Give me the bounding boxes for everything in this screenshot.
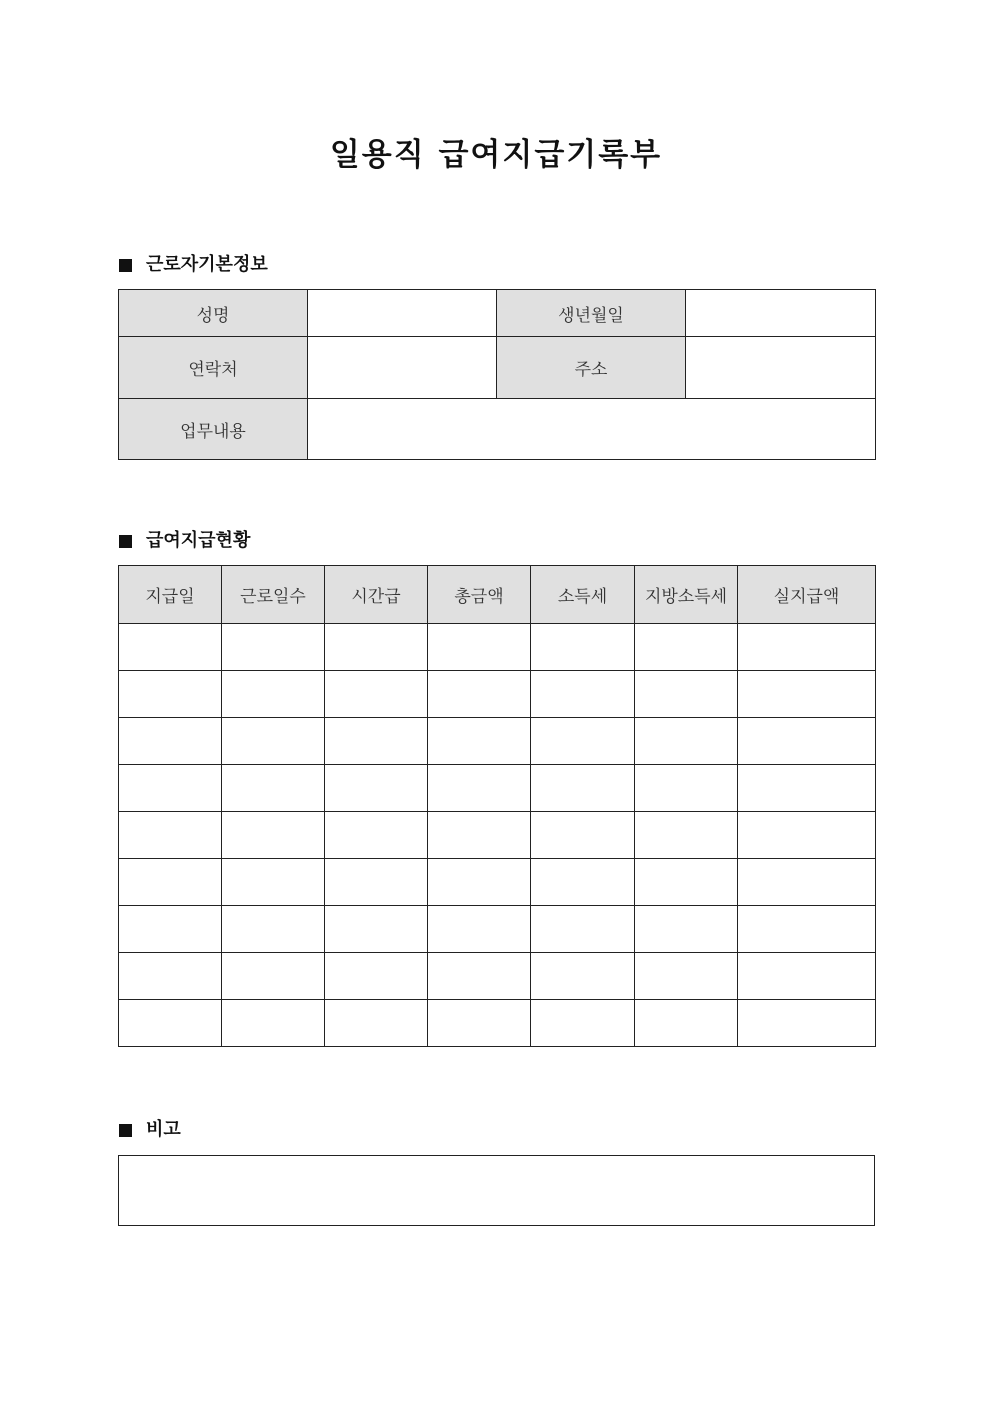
table-row [119,671,876,718]
hourly-wage-cell[interactable] [325,906,428,953]
hourly-wage-cell[interactable] [325,812,428,859]
basic-info-table [118,289,876,460]
payment-heading-text: 급여지급현황 [146,530,251,551]
table-row [119,1000,876,1047]
payment-date-cell[interactable] [119,718,222,765]
local-income-tax-cell[interactable] [635,624,738,671]
work-days-cell[interactable] [222,859,325,906]
local-income-tax-cell[interactable] [635,953,738,1000]
work-days-cell[interactable] [222,1000,325,1047]
basic-info-heading [119,253,268,277]
table-row [119,812,876,859]
column-header-work-days: 근로일수 [222,566,325,624]
column-header-net-pay: 실지급액 [738,566,876,624]
work-days-cell[interactable] [222,812,325,859]
income-tax-cell[interactable] [531,671,635,718]
net-pay-cell[interactable] [738,859,876,906]
payment-heading [119,529,250,553]
birthdate-label: 생년월일 [497,290,686,337]
payment-table-body [119,624,876,1047]
basic-info-row [119,290,876,337]
basic-info-heading-text: 근로자기본정보 [146,254,268,275]
net-pay-cell[interactable] [738,765,876,812]
net-pay-cell[interactable] [738,671,876,718]
net-pay-cell[interactable] [738,718,876,765]
income-tax-cell[interactable] [531,765,635,812]
name-field[interactable] [308,290,497,337]
job-description-label: 업무내용 [119,399,308,460]
hourly-wage-cell[interactable] [325,953,428,1000]
income-tax-cell[interactable] [531,624,635,671]
contact-field[interactable] [308,337,497,399]
income-tax-cell[interactable] [531,1000,635,1047]
net-pay-cell[interactable] [738,906,876,953]
net-pay-cell[interactable] [738,1000,876,1047]
total-amount-cell[interactable] [428,1000,531,1047]
remarks-field[interactable] [118,1155,875,1226]
total-amount-cell[interactable] [428,624,531,671]
total-amount-cell[interactable] [428,718,531,765]
net-pay-cell[interactable] [738,953,876,1000]
payment-date-cell[interactable] [119,906,222,953]
total-amount-cell[interactable] [428,906,531,953]
document-title: 일용직 급여지급기록부 [329,137,663,173]
table-row [119,718,876,765]
income-tax-cell[interactable] [531,953,635,1000]
local-income-tax-cell[interactable] [635,671,738,718]
table-row [119,624,876,671]
local-income-tax-cell[interactable] [635,1000,738,1047]
table-row [119,765,876,812]
work-days-cell[interactable] [222,671,325,718]
payment-date-cell[interactable] [119,624,222,671]
work-days-cell[interactable] [222,906,325,953]
job-description-field[interactable] [308,399,876,460]
local-income-tax-cell[interactable] [635,859,738,906]
address-field[interactable] [686,337,876,399]
local-income-tax-cell[interactable] [635,906,738,953]
column-header-income-tax: 소득세 [531,566,635,624]
local-income-tax-cell[interactable] [635,718,738,765]
total-amount-cell[interactable] [428,812,531,859]
table-row [119,859,876,906]
basic-info-row [119,399,876,460]
total-amount-cell[interactable] [428,671,531,718]
payment-table [118,565,876,1047]
basic-info-row [119,337,876,399]
net-pay-cell[interactable] [738,624,876,671]
payment-date-cell[interactable] [119,1000,222,1047]
square-bullet-icon [119,259,132,272]
payment-date-cell[interactable] [119,812,222,859]
total-amount-cell[interactable] [428,859,531,906]
table-row [119,953,876,1000]
column-header-payment-date: 지급일 [119,566,222,624]
address-label: 주소 [497,337,686,399]
income-tax-cell[interactable] [531,718,635,765]
column-header-total-amount: 총금액 [428,566,531,624]
work-days-cell[interactable] [222,765,325,812]
local-income-tax-cell[interactable] [635,812,738,859]
name-label: 성명 [119,290,308,337]
hourly-wage-cell[interactable] [325,859,428,906]
payment-date-cell[interactable] [119,671,222,718]
payment-date-cell[interactable] [119,953,222,1000]
net-pay-cell[interactable] [738,812,876,859]
remarks-heading-text: 비고 [146,1119,181,1140]
remarks-heading [119,1118,181,1142]
payment-date-cell[interactable] [119,859,222,906]
square-bullet-icon [119,535,132,548]
hourly-wage-cell[interactable] [325,765,428,812]
payment-date-cell[interactable] [119,765,222,812]
hourly-wage-cell[interactable] [325,671,428,718]
payment-header-row [119,566,876,624]
birthdate-field[interactable] [686,290,876,337]
work-days-cell[interactable] [222,718,325,765]
hourly-wage-cell[interactable] [325,1000,428,1047]
contact-label: 연락처 [119,337,308,399]
work-days-cell[interactable] [222,624,325,671]
total-amount-cell[interactable] [428,765,531,812]
income-tax-cell[interactable] [531,859,635,906]
column-header-local-income-tax: 지방소득세 [635,566,738,624]
income-tax-cell[interactable] [531,906,635,953]
total-amount-cell[interactable] [428,953,531,1000]
hourly-wage-cell[interactable] [325,624,428,671]
square-bullet-icon [119,1124,132,1137]
table-row [119,906,876,953]
income-tax-cell[interactable] [531,812,635,859]
column-header-hourly-wage: 시간급 [325,566,428,624]
work-days-cell[interactable] [222,953,325,1000]
hourly-wage-cell[interactable] [325,718,428,765]
local-income-tax-cell[interactable] [635,765,738,812]
